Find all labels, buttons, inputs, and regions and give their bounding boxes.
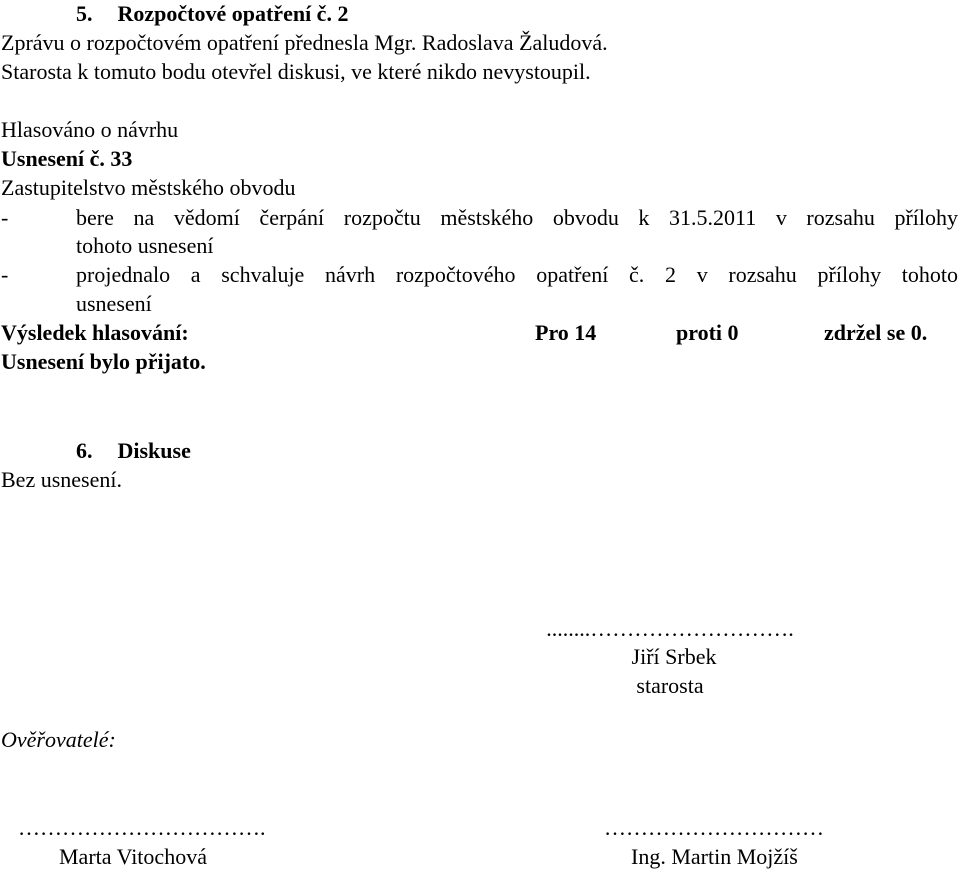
vote-abstain: zdržel se 0. xyxy=(824,320,928,345)
vote-on-proposal: Hlasováno o návrhu xyxy=(1,117,179,142)
section-6-body: Bez usnesení. xyxy=(1,467,122,492)
section-6-number: 6. xyxy=(76,438,93,463)
mayor-signature-line: ........………………………. xyxy=(546,616,794,641)
section-5-title: Rozpočtové opatření č. 2 xyxy=(117,1,349,26)
vote-for: Pro 14 xyxy=(535,320,597,345)
section-6-heading xyxy=(76,438,191,464)
council-line: Zastupitelstvo městského obvodu xyxy=(1,175,296,200)
section-6-title: Diskuse xyxy=(117,438,191,463)
report-line: Zprávu o rozpočtovém opatření přednesla Mgr. Radoslava Žaludová. xyxy=(1,30,608,55)
bullet-1-line-b: tohoto usnesení xyxy=(76,233,214,258)
resolution-title: Usnesení č. 33 xyxy=(1,146,133,171)
bullet-2-line-a: projednalo a schvaluje návrh rozpočtového opatření č. 2 v rozsahu přílohy tohoto xyxy=(76,262,958,287)
bullet-dash: - xyxy=(1,262,9,287)
verifier-2-signature-line: ………………………… xyxy=(604,815,824,840)
verifier-2-name: Ing. Martin Mojžíš xyxy=(631,844,798,869)
vote-against: proti 0 xyxy=(676,320,739,345)
bullet-dash: - xyxy=(1,205,9,230)
bullet-2-line-b: usnesení xyxy=(76,291,152,316)
mayor-title: starosta xyxy=(636,673,704,698)
section-5-heading xyxy=(76,1,348,27)
verifier-1-signature-line: ……………………………. xyxy=(18,815,266,840)
bullet-1-line-a: bere na vědomí čerpání rozpočtu městského obvodu k 31.5.2011 v rozsahu přílohy xyxy=(76,205,958,230)
verifiers-label: Ověřovatelé: xyxy=(1,727,116,752)
vote-result-label: Výsledek hlasování: xyxy=(1,320,189,345)
discussion-line: Starosta k tomuto bodu otevřel diskusi, ve které nikdo nevystoupil. xyxy=(1,59,591,84)
mayor-name: Jiří Srbek xyxy=(631,644,717,669)
resolution-adopted: Usnesení bylo přijato. xyxy=(1,349,206,374)
section-5-number: 5. xyxy=(76,1,93,26)
verifier-1-name: Marta Vitochová xyxy=(59,844,207,869)
